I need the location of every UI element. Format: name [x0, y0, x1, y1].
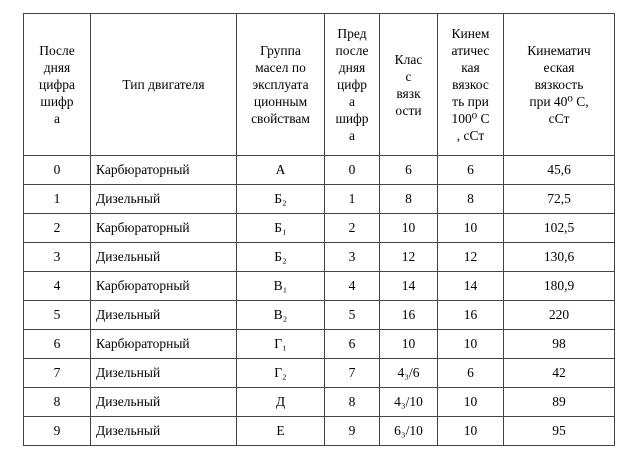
- cell-penultimate-digit: 2: [325, 214, 380, 243]
- cell-penultimate-digit: 5: [325, 301, 380, 330]
- table-row: [24, 243, 615, 272]
- cell-last-digit: 9: [24, 417, 91, 446]
- cell-engine-type: Дизельный: [91, 388, 237, 417]
- cell-viscosity-40: 220: [504, 301, 615, 330]
- cell-viscosity-100: 10: [438, 330, 504, 359]
- cell-oil-group: В₂: [237, 301, 325, 330]
- cell-engine-type: Карбюраторный: [91, 214, 237, 243]
- cell-last-digit: 6: [24, 330, 91, 359]
- cell-oil-group: В₁: [237, 272, 325, 301]
- cell-penultimate-digit: 9: [325, 417, 380, 446]
- header-engine-type: Тип двигателя: [91, 14, 237, 156]
- cell-engine-type: Дизельный: [91, 301, 237, 330]
- cell-engine-type: Дизельный: [91, 359, 237, 388]
- table-row: [24, 330, 615, 359]
- table-row: [24, 185, 615, 214]
- cell-viscosity-100: 16: [438, 301, 504, 330]
- cell-viscosity-100: 14: [438, 272, 504, 301]
- cell-viscosity-40: 89: [504, 388, 615, 417]
- cell-penultimate-digit: 0: [325, 156, 380, 185]
- cell-penultimate-digit: 7: [325, 359, 380, 388]
- cell-last-digit: 2: [24, 214, 91, 243]
- table-row: [24, 388, 615, 417]
- cell-viscosity-40: 130,6: [504, 243, 615, 272]
- cell-viscosity-100: 6: [438, 156, 504, 185]
- header-kinematic-viscosity-40: Кинематич еская вязкость при 40⁰ С, сСт: [504, 14, 615, 156]
- table-row: [24, 359, 615, 388]
- cell-engine-type: Дизельный: [91, 417, 237, 446]
- cell-oil-group: Г₂: [237, 359, 325, 388]
- cell-viscosity-40: 45,6: [504, 156, 615, 185]
- cell-last-digit: 0: [24, 156, 91, 185]
- cell-viscosity-40: 72,5: [504, 185, 615, 214]
- cell-viscosity-class: 4₃/10: [380, 388, 438, 417]
- table-row: [24, 301, 615, 330]
- oil-selection-table: [23, 13, 615, 446]
- cell-viscosity-40: 180,9: [504, 272, 615, 301]
- header-last-digit: После дняя цифра шифр а: [24, 14, 91, 156]
- cell-viscosity-class: 14: [380, 272, 438, 301]
- cell-viscosity-40: 95: [504, 417, 615, 446]
- table-row: [24, 214, 615, 243]
- cell-engine-type: Карбюраторный: [91, 272, 237, 301]
- cell-oil-group: Е: [237, 417, 325, 446]
- cell-oil-group: Г₁: [237, 330, 325, 359]
- cell-engine-type: Дизельный: [91, 243, 237, 272]
- cell-viscosity-class: 10: [380, 214, 438, 243]
- cell-oil-group: А: [237, 156, 325, 185]
- cell-engine-type: Дизельный: [91, 185, 237, 214]
- header-kinematic-viscosity-100: Кинем атичес кая вязкос ть при 100⁰ С , сСт: [438, 14, 504, 156]
- cell-engine-type: Карбюраторный: [91, 330, 237, 359]
- cell-viscosity-class: 6₃/10: [380, 417, 438, 446]
- table-row: [24, 272, 615, 301]
- header-oil-group: Группа масел по эксплуата ционным свойствам: [237, 14, 325, 156]
- cell-viscosity-class: 12: [380, 243, 438, 272]
- cell-last-digit: 8: [24, 388, 91, 417]
- cell-viscosity-40: 42: [504, 359, 615, 388]
- cell-viscosity-class: 10: [380, 330, 438, 359]
- cell-penultimate-digit: 4: [325, 272, 380, 301]
- cell-viscosity-class: 4₃/6: [380, 359, 438, 388]
- cell-oil-group: Б₂: [237, 243, 325, 272]
- cell-viscosity-class: 16: [380, 301, 438, 330]
- table-body: [24, 156, 615, 446]
- cell-viscosity-100: 10: [438, 388, 504, 417]
- cell-last-digit: 4: [24, 272, 91, 301]
- cell-oil-group: Б₁: [237, 214, 325, 243]
- header-penultimate-digit: Пред после дняя цифр а шифр а: [325, 14, 380, 156]
- cell-viscosity-100: 10: [438, 214, 504, 243]
- cell-penultimate-digit: 8: [325, 388, 380, 417]
- cell-engine-type: Карбюраторный: [91, 156, 237, 185]
- cell-penultimate-digit: 1: [325, 185, 380, 214]
- cell-viscosity-class: 6: [380, 156, 438, 185]
- cell-viscosity-100: 8: [438, 185, 504, 214]
- cell-last-digit: 7: [24, 359, 91, 388]
- cell-penultimate-digit: 3: [325, 243, 380, 272]
- header-viscosity-class: Клас с вязк ости: [380, 14, 438, 156]
- cell-viscosity-100: 10: [438, 417, 504, 446]
- cell-viscosity-40: 98: [504, 330, 615, 359]
- cell-viscosity-100: 12: [438, 243, 504, 272]
- cell-last-digit: 3: [24, 243, 91, 272]
- cell-last-digit: 5: [24, 301, 91, 330]
- cell-oil-group: Д: [237, 388, 325, 417]
- cell-viscosity-40: 102,5: [504, 214, 615, 243]
- cell-oil-group: Б₂: [237, 185, 325, 214]
- cell-last-digit: 1: [24, 185, 91, 214]
- table-header-row: [24, 14, 615, 156]
- cell-penultimate-digit: 6: [325, 330, 380, 359]
- table-row: [24, 156, 615, 185]
- cell-viscosity-class: 8: [380, 185, 438, 214]
- cell-viscosity-100: 6: [438, 359, 504, 388]
- table-row: [24, 417, 615, 446]
